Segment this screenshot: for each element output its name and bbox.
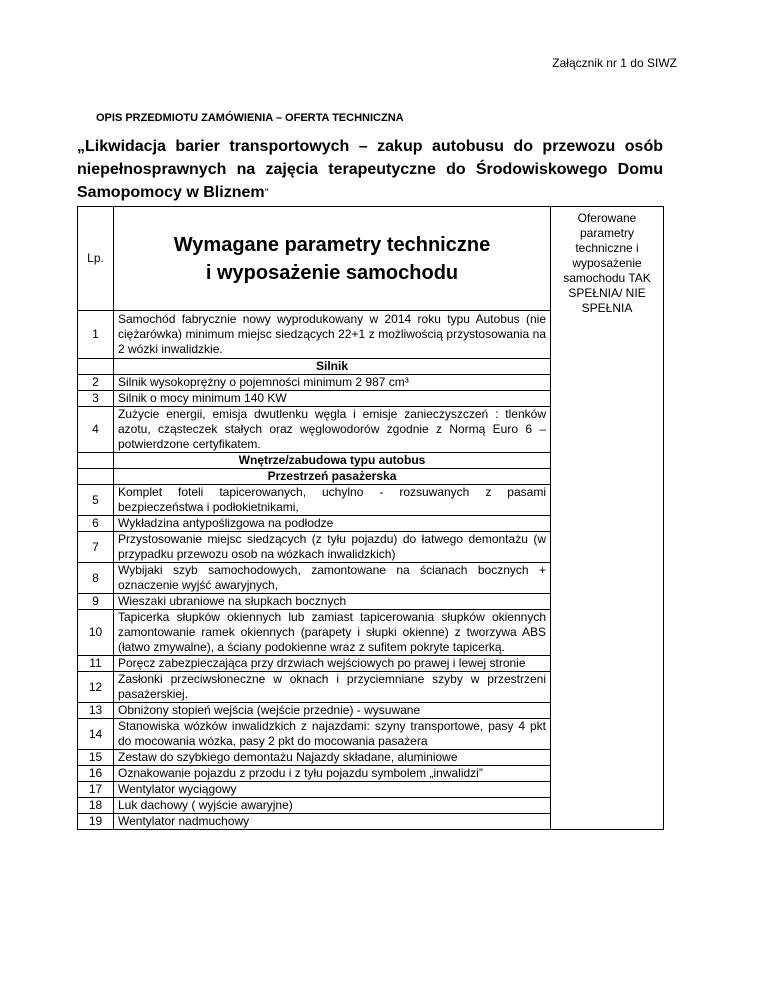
row-lp: 18 [78, 798, 114, 814]
document-title [77, 135, 663, 205]
row-lp: 16 [78, 766, 114, 782]
row-text: Oznakowanie pojazdu z przodu i z tyłu pojazdu symbolem „inwalidzi” [114, 766, 551, 782]
section-engine: Silnik [114, 359, 551, 375]
row-lp: 4 [78, 407, 114, 453]
row-text: Przystosowanie miejsc siedzących (z tyłu pojazdu) do łatwego demontażu (w przypadku przewozu osob na wózkach inwalidzkich) [114, 532, 551, 563]
row-lp: 1 [78, 311, 114, 359]
row-text: Luk dachowy ( wyjście awaryjne) [114, 798, 551, 814]
row-text: Obniżony stopień wejścia (wejście przednie) - wysuwane [114, 703, 551, 719]
row-lp: 2 [78, 375, 114, 391]
row-text: Zasłonki przeciwsłoneczne w oknach i przyciemniane szyby w przestrzeni pasażerskiej. [114, 672, 551, 703]
document-heading: OPIS PRZEDMIOTU ZAMÓWIENIA – OFERTA TECHNICZNA [96, 112, 404, 124]
section-passenger: Przestrzeń pasażerska [114, 469, 551, 485]
row-text: Wentylator wyciągowy [114, 782, 551, 798]
row-text: Stanowiska wózków inwalidzkich z najazdami: szyny transportowe, pasy 4 pkt do mocowania wózka, pasy 2 pkt do mocowania pasażera [114, 719, 551, 750]
table-header-row [78, 207, 664, 311]
row-lp: 12 [78, 672, 114, 703]
row-text: Silnik o mocy minimum 140 KW [114, 391, 551, 407]
header-lp: Lp. [78, 207, 114, 311]
row-text: Wentylator nadmuchowy [114, 814, 551, 830]
row-text: Tapicerka słupków okiennych lub zamiast tapicerowania słupków okiennych zamontowanie ramek okiennych (parapety i słupki okienne) z tworzywa ABS (łatwo zmywalne), a ściany podokienne wraz z sufitem pokryte tapicerką. [114, 610, 551, 656]
header-params-line2: i wyposażenie samochodu [205, 261, 459, 284]
document-title-text: „Likwidacja barier transportowych – zakup autobusu do przewozu osób niepełnosprawnych na zajęcia terapeutyczne do Środowiskowego Domu Samopomocy w Bliznem [77, 138, 663, 201]
row-text: Silnik wysokoprężny o pojemności minimum 2 987 cm³ [114, 375, 551, 391]
row-text: Poręcz zabezpieczająca przy drzwiach wejściowych po prawej i lewej stronie [114, 656, 551, 672]
row-lp: 19 [78, 814, 114, 830]
header-params-line1: Wymagane parametry techniczne [173, 233, 491, 256]
header-offer: Oferowane parametry techniczne i wyposażenie samochodu TAK SPEŁNIA/ NIE SPEŁNIA [551, 207, 664, 830]
row-lp: 5 [78, 485, 114, 516]
row-lp: 6 [78, 516, 114, 532]
header-params [114, 207, 551, 311]
attachment-label: Załącznik nr 1 do SIWZ [552, 56, 677, 70]
row-lp: 11 [78, 656, 114, 672]
row-lp: 10 [78, 610, 114, 656]
row-lp: 7 [78, 532, 114, 563]
row-text: Zestaw do szybkiego demontażu Najazdy składane, aluminiowe [114, 750, 551, 766]
row-lp: 15 [78, 750, 114, 766]
row-lp: 14 [78, 719, 114, 750]
row-lp: 17 [78, 782, 114, 798]
row-lp: 3 [78, 391, 114, 407]
row-text: Wieszaki ubraniowe na słupkach bocznych [114, 594, 551, 610]
row-text: Wykładzina antypoślizgowa na podłodze [114, 516, 551, 532]
row-text: Samochód fabrycznie nowy wyprodukowany w 2014 roku typu Autobus (nie ciężarówka) minimum miejsc siedzących 22+1 z możliwością przystosowania na 2 wózki inwalidzkie. [114, 311, 551, 359]
requirements-table [77, 206, 664, 830]
row-lp: 8 [78, 563, 114, 594]
row-lp: 13 [78, 703, 114, 719]
row-lp: 9 [78, 594, 114, 610]
row-text: Zużycie energii, emisja dwutlenku węgla i emisje zanieczyszczeń : tlenków azotu, cząsteczek stałych oraz węglowodorów zgodnie z Normą Euro 6 – potwierdzone certyfikatem. [114, 407, 551, 453]
row-text: Wybijaki szyb samochodowych, zamontowane na ścianach bocznych + oznaczenie wyjść awaryjnych, [114, 563, 551, 594]
section-interior: Wnętrze/zabudowa typu autobus [114, 453, 551, 469]
title-closing-quote: ” [264, 186, 269, 200]
row-text: Komplet foteli tapicerowanych, uchylno - rozsuwanych z pasami bezpieczeństwa i podłokietnikami, [114, 485, 551, 516]
